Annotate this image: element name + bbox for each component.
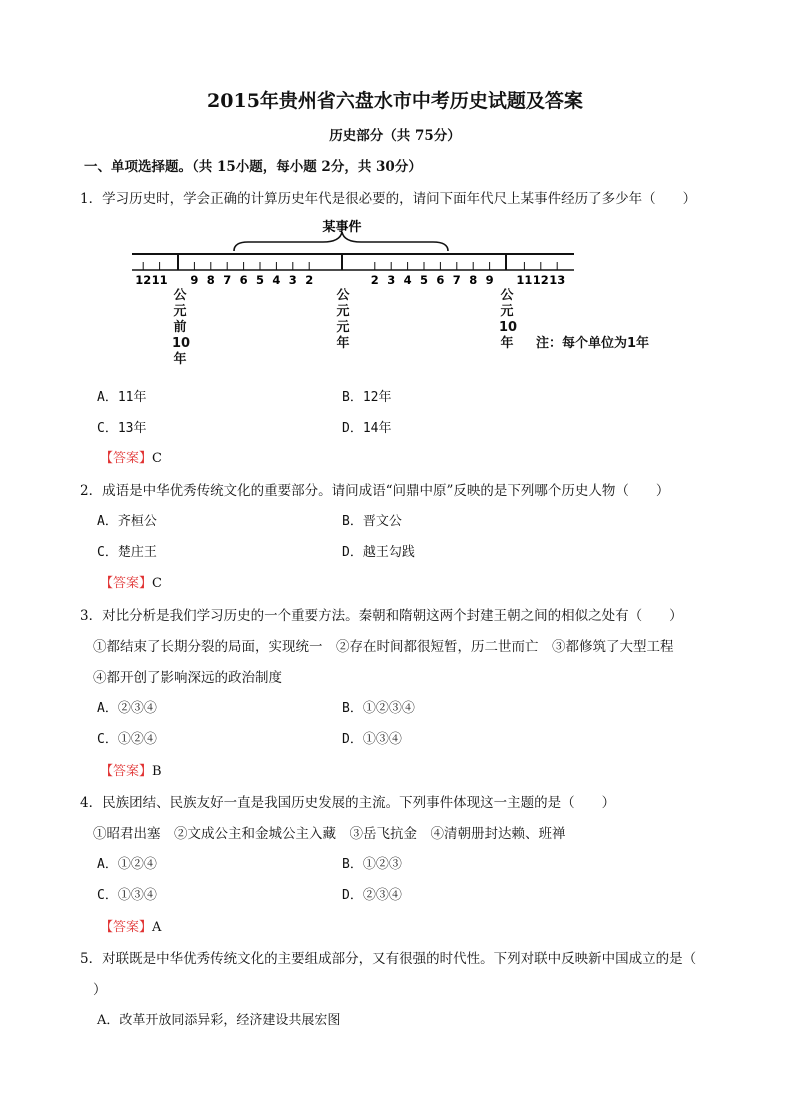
tick-label-ad-11: 11 [516, 273, 533, 287]
answer-value: C [152, 576, 162, 591]
section-heading: 一、单项选择题。（共 15小题，每小题 2分，共 30分） [84, 159, 422, 175]
tick-label-bc-6: 6 [239, 273, 248, 287]
question-3-stem: 3．对比分析是我们学习历史的一个重要方法。秦朝和隋朝这两个封建王朝之间的相似之处有（ ） [80, 608, 683, 624]
q3-option-a: A．②③④ [97, 701, 157, 716]
tick-label-bc-7: 7 [223, 273, 232, 287]
tick-label-ad-2: 2 [370, 273, 379, 287]
part-subtitle: 历史部分（共 75分） [329, 128, 461, 144]
q1-option-a: A．11年 [97, 390, 147, 405]
tick-label-ad-9: 9 [485, 273, 494, 287]
answer-tag: 【答案】 [100, 576, 153, 591]
q4-option-d: D．②③④ [342, 888, 402, 903]
answer-value: A [152, 920, 162, 935]
marker-right-label: 公元10年 [499, 288, 518, 351]
q3-option-c: C．①②④ [97, 732, 157, 747]
q2-option-b: B．晋文公 [342, 514, 402, 529]
tick-label-bc-9: 9 [190, 273, 199, 287]
marker-mid-label: 公元元年 [336, 288, 350, 351]
tick-label-bc-5: 5 [255, 273, 265, 287]
q1-option-d: D．14年 [342, 421, 392, 436]
tick-label-ad-6: 6 [436, 273, 445, 287]
tick-label-ad-7: 7 [452, 273, 461, 287]
tick-label-bc-12: 12 [135, 273, 152, 287]
tick-label-bc-11: 11 [151, 273, 168, 287]
q2-answer [100, 572, 162, 591]
q2-option-d: D．越王勾践 [342, 545, 415, 560]
q3-option-d: D．①③④ [342, 732, 402, 747]
question-5-stem: 5．对联既是中华优秀传统文化的主要组成部分，又有很强的时代性。下列对联中反映新中国成立的是（ [80, 951, 697, 967]
q4-statement-line-1: ①昭君出塞 ②文成公主和金城公主入藏 ③岳飞抗金 ④清朝册封达赖、班禅 [93, 826, 566, 842]
tick-labels [135, 273, 565, 287]
q5-option-a: A．改革开放同添异彩，经济建设共展宏图 [97, 1013, 341, 1028]
answer-tag: 【答案】 [100, 764, 153, 779]
question-5-stem-cont: ） [93, 982, 107, 998]
tick-label-bc-2: 2 [305, 273, 314, 287]
q4-option-a: A．①②④ [97, 857, 157, 872]
tick-label-bc-4: 4 [272, 273, 281, 287]
tick-label-ad-5: 5 [419, 273, 429, 287]
q1-option-b: B．12年 [342, 390, 392, 405]
answer-tag: 【答案】 [100, 451, 153, 466]
answer-tag: 【答案】 [100, 920, 153, 935]
q4-option-b: B．①②③ [342, 857, 402, 872]
marker-left-label: 公元前10年 [172, 288, 191, 367]
question-4-stem: 4．民族团结、民族友好一直是我国历史发展的主流。下列事件体现这一主题的是（ ） [80, 795, 616, 811]
tick-label-ad-13: 13 [549, 273, 566, 287]
q2-option-c: C．楚庄王 [97, 545, 157, 560]
answer-value: C [152, 451, 162, 466]
q3-statement-line-2: ④都开创了影响深远的政治制度 [93, 670, 282, 686]
timeline-note: 注：每个单位为1年 [536, 336, 650, 351]
tick-label-ad-12: 12 [532, 273, 549, 287]
q4-option-c: C．①③④ [97, 888, 157, 903]
tick-group [143, 262, 557, 270]
tick-label-ad-8: 8 [469, 273, 478, 287]
q3-answer [100, 760, 162, 779]
q3-option-b: B．①②③④ [342, 701, 415, 716]
q4-answer [100, 916, 161, 935]
tick-label-bc-8: 8 [206, 273, 215, 287]
q2-option-a: A．齐桓公 [97, 514, 157, 529]
q1-answer [100, 447, 162, 466]
tick-label-bc-3: 3 [288, 273, 297, 287]
page-title: 2015年贵州省六盘水市中考历史试题及答案 [207, 90, 583, 112]
tick-label-ad-4: 4 [403, 273, 412, 287]
q1-option-c: C．13年 [97, 421, 147, 436]
question-1-stem: 1．学习历史时，学会正确的计算历史年代是很必要的，请问下面年代尺上某事件经历了多少年（ ） [80, 191, 697, 207]
question-2-stem: 2．成语是中华优秀传统文化的重要部分。请问成语“问鼎中原”反映的是下列哪个历史人物（ ） [80, 483, 670, 499]
answer-value: B [152, 764, 162, 779]
event-label: 某事件 [322, 220, 362, 235]
tick-label-ad-3: 3 [387, 273, 396, 287]
q3-statement-line-1: ①都结束了长期分裂的局面，实现统一 ②存在时间都很短暂，历二世而亡 ③都修筑了大型工程 [93, 639, 674, 655]
